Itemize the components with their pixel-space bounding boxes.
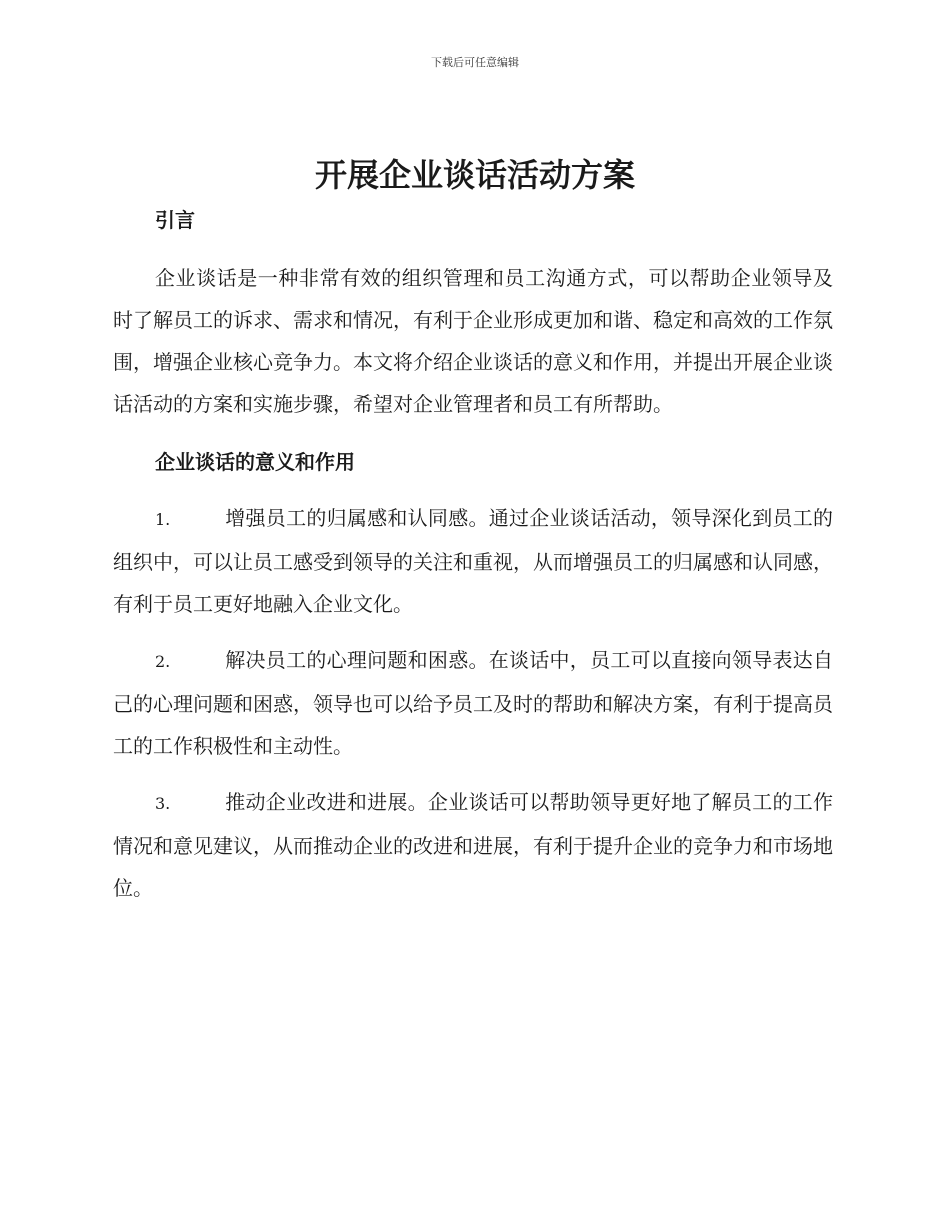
list-item-text: 推动企业改进和进展。企业谈话可以帮助领导更好地了解员工的工作情况和意见建议，从而推动企业的改进和进展，有利于提升企业的竞争力和市场地位。: [113, 790, 833, 900]
document-body: [113, 203, 833, 923]
list-item: [113, 497, 833, 625]
list-item: [113, 639, 833, 767]
document-title: 开展企业谈话活动方案: [314, 156, 635, 194]
list-number: 2.: [155, 652, 171, 671]
section-heading-significance: 企业谈话的意义和作用: [155, 450, 355, 474]
intro-paragraph: 企业谈话是一种非常有效的组织管理和员工沟通方式，可以帮助企业领导及时了解员工的诉求、需求和情况，有利于企业形成更加和谐、稳定和高效的工作氛围，增强企业核心竞争力。本文将介绍企业谈话的意义和作用，并提出开展企业谈话活动的方案和实施步骤，希望对企业管理者和员工有所帮助。: [113, 266, 833, 416]
page-header-note: 下载后可任意编辑: [431, 56, 519, 69]
list-item: [113, 781, 833, 909]
section-heading-intro: 引言: [155, 208, 195, 232]
list-item-text: 增强员工的归属感和认同感。通过企业谈话活动，领导深化到员工的组织中，可以让员工感受到领导的关注和重视，从而增强员工的归属感和认同感，有利于员工更好地融入企业文化。: [113, 506, 833, 616]
list-item-text: 解决员工的心理问题和困惑。在谈话中，员工可以直接向领导表达自己的心理问题和困惑，领导也可以给予员工及时的帮助和解决方案，有利于提高员工的工作积极性和主动性。: [113, 648, 833, 758]
list-number: 3.: [155, 794, 171, 813]
list-number: 1.: [155, 510, 171, 529]
